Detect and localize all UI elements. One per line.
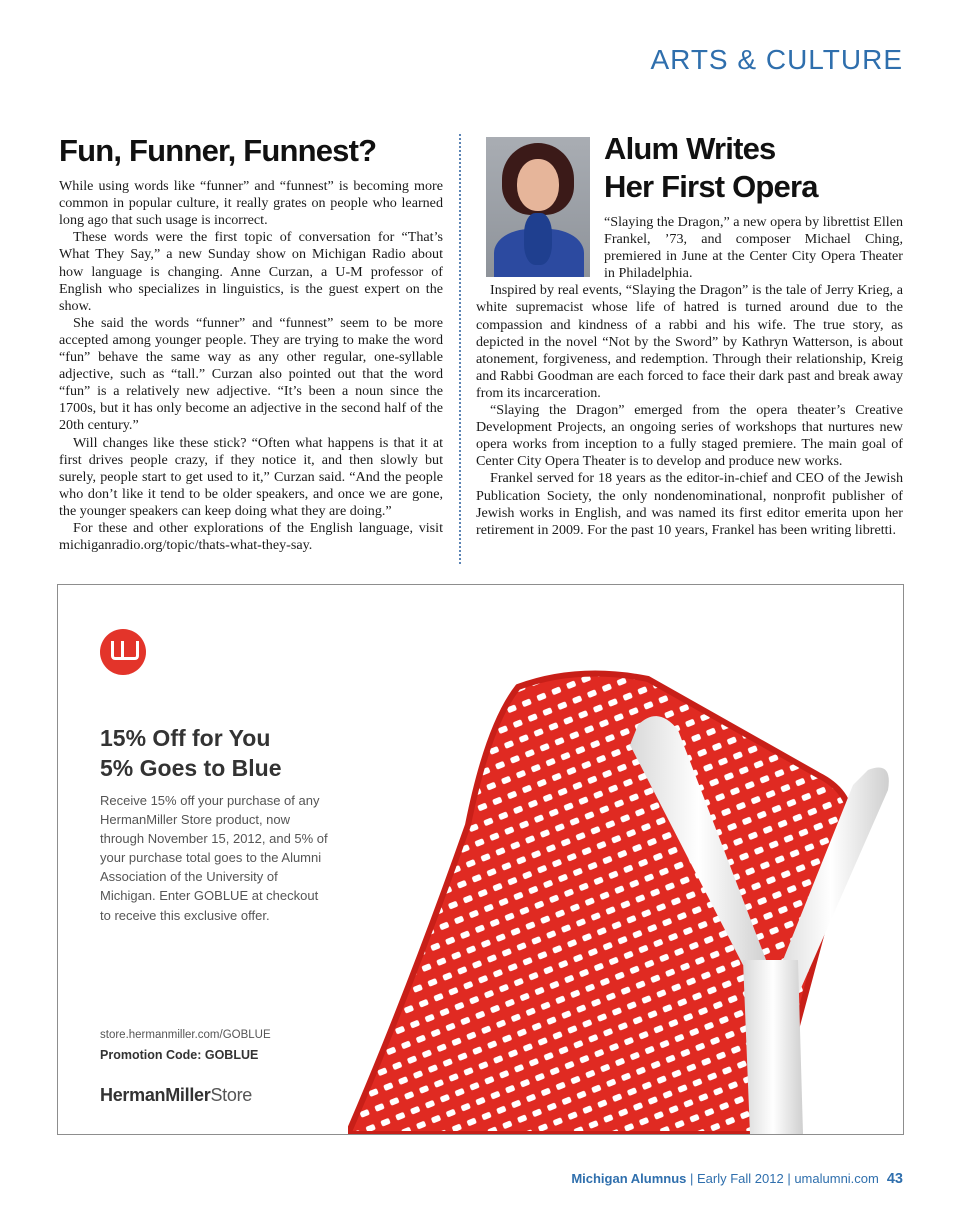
- right-article: [476, 130, 903, 539]
- ad-body: Receive 15% off your purchase of any HermanMiller Store product, now through November 15, 2012, and 5% of your purchase total goes to the Alumni Association of the University of Michigan. Enter GOBLUE at checkout to receive this exclusive offer.: [100, 793, 328, 923]
- ad-headline-line1: 15% Off for You: [100, 725, 271, 751]
- left-article: [59, 134, 443, 554]
- right-article-paragraph: Frankel served for 18 years as the editor-in-chief and CEO of the Jewish Publication Society, the only nondenominational, nonprofit publisher of Jewish works in English, and was named its first editor emerita upon her retirement in 2009. For the past 10 years, Frankel has been writing libretti.: [476, 470, 903, 538]
- left-article-paragraph: She said the words “funner” and “funnest” seem to be more accepted among younger people. They are trying to make the word “fun” behave the same way as any other regular, one-syllable adjective, such as “tall.” Curzan also pointed out that the word “fun” is a relatively new adjective. “It’s been a noun since the 1700s, but it has only become an adjective in the second half of the 20th century.”: [59, 314, 443, 434]
- hermanmiller-logo-icon: [100, 629, 146, 675]
- right-article-title-line2: Her First Opera: [604, 169, 818, 204]
- footer-separator: |: [686, 1171, 697, 1186]
- column-divider: [459, 134, 461, 564]
- ad-brand-light: Store: [210, 1085, 252, 1105]
- ad-brand: [100, 1085, 252, 1106]
- right-article-title-line1: Alum Writes: [604, 131, 776, 166]
- right-article-paragraph: “Slaying the Dragon” emerged from the opera theater’s Creative Development Projects, an ongoing series of workshops that nurtures new opera works from inception to a fully staged premiere. The main goal of Center City Opera Theater is to develop and produce new works.: [476, 402, 903, 470]
- chair-frame-stem: [743, 960, 803, 1134]
- ad-promo-code: Promotion Code: GOBLUE: [100, 1048, 259, 1062]
- right-article-paragraph: Inspired by real events, “Slaying the Dragon” is the tale of Jerry Krieg, a white supremacist whose life of hatred is turned around due to the compassion and kindness of a rabbi and his wife. The true story, as depicted in the novel “Not by the Sword” by Kathryn Watterson, is about atonement, forgiveness, and redemption. Through their relationship, Kreig and Rabbi Goodman are each forced to face their dark past and break away from its incarceration.: [476, 282, 903, 401]
- hermanmiller-ad: [57, 584, 904, 1135]
- footer-magazine: Michigan Alumnus: [571, 1171, 687, 1186]
- page-footer: [571, 1171, 903, 1187]
- ad-brand-bold: HermanMiller: [100, 1085, 211, 1105]
- ad-url: store.hermanmiller.com/GOBLUE: [100, 1029, 271, 1041]
- left-article-paragraph: Will changes like these stick? “Often what happens is that it at first drives people crazy, if they notice it, and then slowly but surely, people start to get used to it,” Curzan said. “And the people who don’t like it tend to be older speakers, and once we are gone, the younger speakers can keep doing what they are doing.”: [59, 434, 443, 519]
- right-article-paragraph: “Slaying the Dragon,” a new opera by librettist Ellen Frankel, ’73, and composer Michael Ching, premiered in June at the Center City Opera Theater in Philadelphia.: [604, 214, 903, 282]
- section-label: ARTS & CULTURE: [650, 44, 903, 75]
- left-article-paragraph: These words were the first topic of conversation for “That’s What They Say,” a new Sunday show on Michigan Radio about how language is changing. Anne Curzan, a U-M professor of English who specializes in linguistics, is the guest expert on the show.: [59, 229, 443, 314]
- chair-image: [348, 665, 903, 1134]
- left-article-paragraph: While using words like “funner” and “funnest” is becoming more common in popular culture, it really grates on people who learned long ago that such usage is incorrect.: [59, 178, 443, 229]
- page-number: 43: [886, 1171, 903, 1187]
- left-article-paragraph: For these and other explorations of the English language, visit michiganradio.org/topic/thats-what-they-say.: [59, 519, 443, 554]
- footer-site: umalumni.com: [794, 1171, 879, 1186]
- ad-headline-line2: 5% Goes to Blue: [100, 755, 282, 781]
- footer-separator: |: [783, 1171, 795, 1186]
- left-article-title: Fun, Funner, Funnest?: [59, 133, 377, 168]
- author-photo: [486, 137, 590, 277]
- footer-issue: Early Fall 2012: [697, 1171, 784, 1186]
